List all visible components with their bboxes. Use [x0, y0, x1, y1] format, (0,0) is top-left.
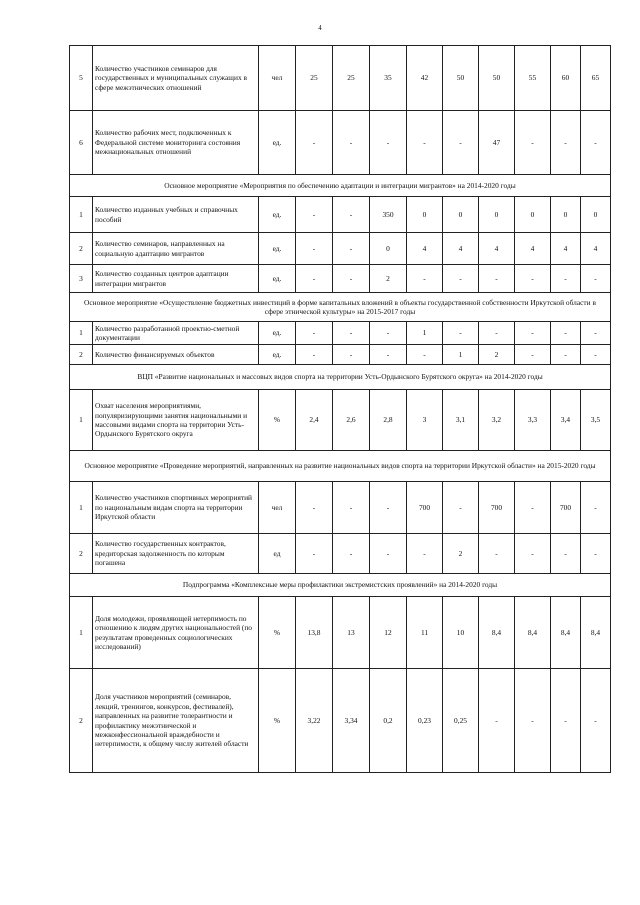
value-cell: 4	[515, 233, 551, 265]
value-cell: -	[443, 265, 479, 293]
value-cell: -	[515, 322, 551, 345]
value-cell: 0	[443, 197, 479, 233]
value-cell: 3,2	[479, 390, 515, 451]
table-row	[70, 46, 611, 111]
value-cell: -	[551, 669, 581, 773]
value-cell: 700	[407, 482, 443, 534]
section-header-row	[70, 365, 611, 390]
value-cell: -	[370, 482, 407, 534]
value-cell: 25	[333, 46, 370, 111]
value-cell: -	[296, 482, 333, 534]
indicator-name: Количество государственных контрактов, кредиторская задолженность по которым погашена	[93, 534, 259, 574]
value-cell: -	[581, 482, 611, 534]
unit-cell: ед.	[259, 322, 296, 345]
value-cell: 0,23	[407, 669, 443, 773]
indicator-name: Количество семинаров, направленных на социальную адаптацию мигрантов	[93, 233, 259, 265]
table-row	[70, 345, 611, 365]
value-cell: -	[581, 669, 611, 773]
value-cell: -	[333, 322, 370, 345]
value-cell: -	[296, 233, 333, 265]
value-cell: 11	[407, 597, 443, 669]
table-row	[70, 597, 611, 669]
value-cell: 65	[581, 46, 611, 111]
value-cell: 8,4	[479, 597, 515, 669]
value-cell: 8,4	[581, 597, 611, 669]
table-row	[70, 669, 611, 773]
row-number: 2	[70, 345, 93, 365]
value-cell: -	[370, 111, 407, 175]
value-cell: 700	[551, 482, 581, 534]
row-number: 1	[70, 322, 93, 345]
value-cell: -	[333, 111, 370, 175]
value-cell: 3,5	[581, 390, 611, 451]
value-cell: 4	[407, 233, 443, 265]
value-cell: 3,1	[443, 390, 479, 451]
value-cell: -	[370, 322, 407, 345]
value-cell: 47	[479, 111, 515, 175]
value-cell: -	[515, 111, 551, 175]
value-cell: 0	[515, 197, 551, 233]
section-header-row	[70, 574, 611, 597]
value-cell: -	[515, 265, 551, 293]
unit-cell: ед.	[259, 111, 296, 175]
unit-cell: ед.	[259, 265, 296, 293]
value-cell: 350	[370, 197, 407, 233]
value-cell: 35	[370, 46, 407, 111]
row-number: 5	[70, 46, 93, 111]
value-cell: -	[333, 265, 370, 293]
value-cell: -	[479, 669, 515, 773]
indicator-name: Доля участников мероприятий (семинаров, лекций, тренингов, конкурсов, фестивалей), направленных на развитие толерантности и профилактику межэтнической и межконфессиональной враждебности и нетерпимости, к общему числу жителей области	[93, 669, 259, 773]
value-cell: -	[551, 111, 581, 175]
value-cell: -	[551, 322, 581, 345]
value-cell: 4	[581, 233, 611, 265]
value-cell: -	[370, 345, 407, 365]
unit-cell: %	[259, 669, 296, 773]
value-cell: 0	[370, 233, 407, 265]
value-cell: -	[296, 534, 333, 574]
value-cell: 2	[443, 534, 479, 574]
value-cell: -	[551, 534, 581, 574]
section-title: Основное мероприятие «Мероприятия по обеспечению адаптации и интеграции мигрантов» на 2014-2020 годы	[70, 175, 611, 197]
value-cell: 10	[443, 597, 479, 669]
value-cell: -	[581, 345, 611, 365]
value-cell: 4	[479, 233, 515, 265]
unit-cell: чел	[259, 46, 296, 111]
value-cell: 3	[407, 390, 443, 451]
value-cell: -	[296, 322, 333, 345]
table-row	[70, 197, 611, 233]
value-cell: 3,3	[515, 390, 551, 451]
value-cell: -	[333, 197, 370, 233]
table-row	[70, 265, 611, 293]
value-cell: -	[515, 345, 551, 365]
value-cell: -	[581, 322, 611, 345]
indicator-name: Количество изданных учебных и справочных пособий	[93, 197, 259, 233]
value-cell: 2,4	[296, 390, 333, 451]
section-title: ВЦП «Развитие национальных и массовых видов спорта на территории Усть-Ордынского Бурятского округа» на 2014-2020 годы	[70, 365, 611, 390]
value-cell: -	[443, 482, 479, 534]
unit-cell: ед.	[259, 197, 296, 233]
page-number: 4	[318, 24, 322, 32]
row-number: 2	[70, 534, 93, 574]
value-cell: 50	[443, 46, 479, 111]
row-number: 1	[70, 390, 93, 451]
section-title: Основное мероприятие «Проведение мероприятий, направленных на развитие национальных видов спорта на территории Иркутской области» на 2015-2020 годы	[70, 451, 611, 482]
value-cell: 0	[479, 197, 515, 233]
value-cell: 50	[479, 46, 515, 111]
value-cell: 700	[479, 482, 515, 534]
value-cell: -	[479, 534, 515, 574]
value-cell: -	[581, 534, 611, 574]
value-cell: 8,4	[551, 597, 581, 669]
unit-cell: %	[259, 597, 296, 669]
value-cell: 0,2	[370, 669, 407, 773]
value-cell: -	[333, 345, 370, 365]
value-cell: -	[515, 669, 551, 773]
table-row	[70, 233, 611, 265]
value-cell: 3,34	[333, 669, 370, 773]
indicator-name: Количество разработанной проектно-сметной документации	[93, 322, 259, 345]
section-header-row	[70, 175, 611, 197]
indicator-name: Количество созданных центров адаптации интеграции мигрантов	[93, 265, 259, 293]
value-cell: 3,22	[296, 669, 333, 773]
value-cell: -	[581, 265, 611, 293]
row-number: 2	[70, 669, 93, 773]
section-title: Подпрограмма «Комплексные меры профилактики экстремистских проявлений» на 2014-2020 годы	[70, 574, 611, 597]
value-cell: 8,4	[515, 597, 551, 669]
value-cell: 55	[515, 46, 551, 111]
row-number: 3	[70, 265, 93, 293]
indicator-name: Охват населения мероприятиями, популяризирующими занятия национальными и массовыми видами спорта на территории Усть-Ордынского Бурятского округа	[93, 390, 259, 451]
indicator-name: Количество финансируемых объектов	[93, 345, 259, 365]
value-cell: -	[370, 534, 407, 574]
value-cell: 1	[443, 345, 479, 365]
value-cell: -	[407, 534, 443, 574]
row-number: 1	[70, 597, 93, 669]
unit-cell: ед.	[259, 233, 296, 265]
value-cell: -	[296, 265, 333, 293]
value-cell: 0	[581, 197, 611, 233]
value-cell: -	[515, 482, 551, 534]
value-cell: -	[551, 265, 581, 293]
value-cell: 12	[370, 597, 407, 669]
value-cell: 2,6	[333, 390, 370, 451]
value-cell: 2,8	[370, 390, 407, 451]
table-row	[70, 534, 611, 574]
indicator-name: Количество рабочих мест, подключенных к Федеральной системе мониторинга состояния межнациональных отношений	[93, 111, 259, 175]
row-number: 1	[70, 482, 93, 534]
table-row	[70, 111, 611, 175]
value-cell: -	[407, 345, 443, 365]
indicators-table	[69, 45, 611, 773]
value-cell: -	[333, 482, 370, 534]
section-header-row	[70, 451, 611, 482]
unit-cell: %	[259, 390, 296, 451]
value-cell: 60	[551, 46, 581, 111]
value-cell: 0	[407, 197, 443, 233]
value-cell: 0,25	[443, 669, 479, 773]
value-cell: -	[581, 111, 611, 175]
value-cell: -	[296, 111, 333, 175]
table-row	[70, 482, 611, 534]
value-cell: -	[479, 322, 515, 345]
value-cell: 2	[479, 345, 515, 365]
value-cell: -	[296, 197, 333, 233]
value-cell: 1	[407, 322, 443, 345]
row-number: 1	[70, 197, 93, 233]
indicator-name: Количество участников семинаров для государственных и муниципальных служащих в сфере межэтнических отношений	[93, 46, 259, 111]
indicator-name: Количество участников спортивных мероприятий по национальным видам спорта на территории Иркутской области	[93, 482, 259, 534]
value-cell: 13	[333, 597, 370, 669]
table-body	[70, 46, 611, 773]
value-cell: -	[443, 322, 479, 345]
section-title: Основное мероприятие «Осуществление бюджетных инвестиций в форме капитальных вложений в объекты государственной собственности Иркутской области в сфере этнической культуры» на 2015-2017 годы	[70, 293, 611, 322]
unit-cell: ед	[259, 534, 296, 574]
value-cell: 3,4	[551, 390, 581, 451]
section-header-row	[70, 293, 611, 322]
value-cell: 0	[551, 197, 581, 233]
value-cell: 4	[443, 233, 479, 265]
value-cell: -	[296, 345, 333, 365]
value-cell: -	[479, 265, 515, 293]
value-cell: -	[407, 265, 443, 293]
table-row	[70, 390, 611, 451]
value-cell: -	[551, 345, 581, 365]
value-cell: 2	[370, 265, 407, 293]
value-cell: -	[333, 534, 370, 574]
row-number: 2	[70, 233, 93, 265]
value-cell: 42	[407, 46, 443, 111]
row-number: 6	[70, 111, 93, 175]
value-cell: -	[443, 111, 479, 175]
table-row	[70, 322, 611, 345]
value-cell: 25	[296, 46, 333, 111]
indicator-name: Доля молодежи, проявляющей нетерпимость по отношению к людям других национальностей (по результатам проведенных социологических исследований)	[93, 597, 259, 669]
value-cell: 4	[551, 233, 581, 265]
unit-cell: ед.	[259, 345, 296, 365]
unit-cell: чел	[259, 482, 296, 534]
value-cell: 13,8	[296, 597, 333, 669]
value-cell: -	[407, 111, 443, 175]
value-cell: -	[515, 534, 551, 574]
value-cell: -	[333, 233, 370, 265]
